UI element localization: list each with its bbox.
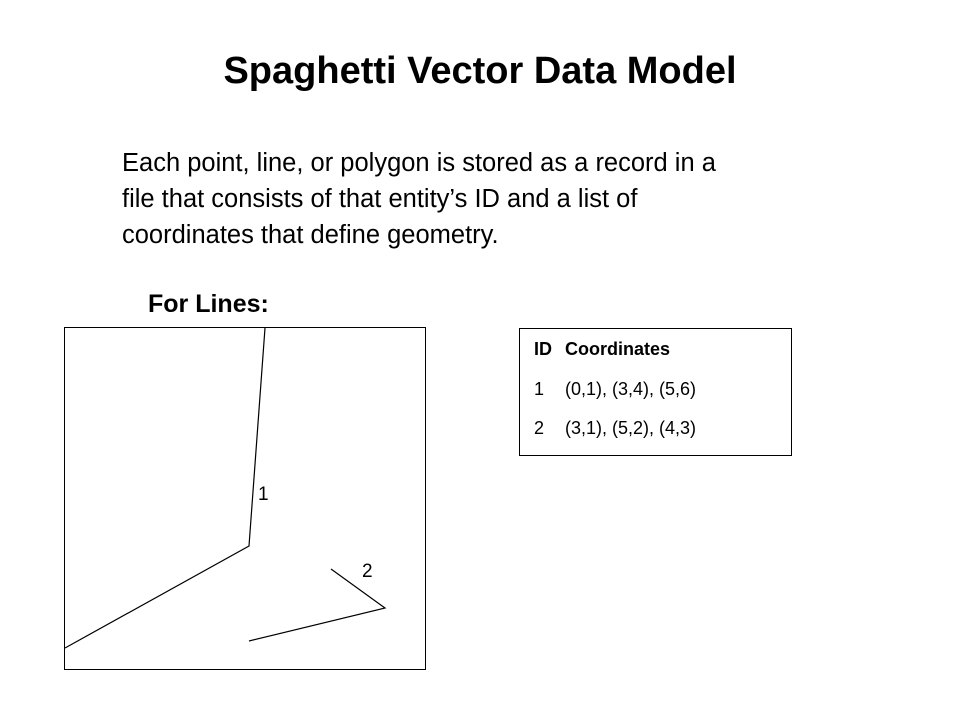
- table-cell-id: 2: [534, 418, 545, 438]
- description-line-1: Each point, line, or polygon is stored as a record in a: [122, 149, 716, 177]
- description-line-2: file that consists of that entity’s ID and a list of: [122, 185, 638, 213]
- section-label: For Lines:: [148, 290, 269, 318]
- line-2-label: 2: [362, 561, 373, 582]
- lines-diagram: [64, 327, 426, 670]
- lines-diagram-canvas: [65, 328, 427, 671]
- table-header-coordinates: Coordinates: [565, 339, 671, 359]
- table-cell-id: 1: [534, 379, 545, 399]
- description-line-3: coordinates that define geometry.: [122, 221, 499, 249]
- description: [122, 145, 882, 253]
- line-1: [65, 328, 265, 648]
- page-title: Spaghetti Vector Data Model: [223, 50, 737, 92]
- table-cell-coordinates: (0,1), (3,4), (5,6): [565, 379, 697, 399]
- table-cell-coordinates: (3,1), (5,2), (4,3): [565, 418, 697, 438]
- line-1-label: 1: [258, 484, 269, 505]
- coordinates-table: [519, 328, 792, 456]
- table-header-id: ID: [534, 339, 552, 359]
